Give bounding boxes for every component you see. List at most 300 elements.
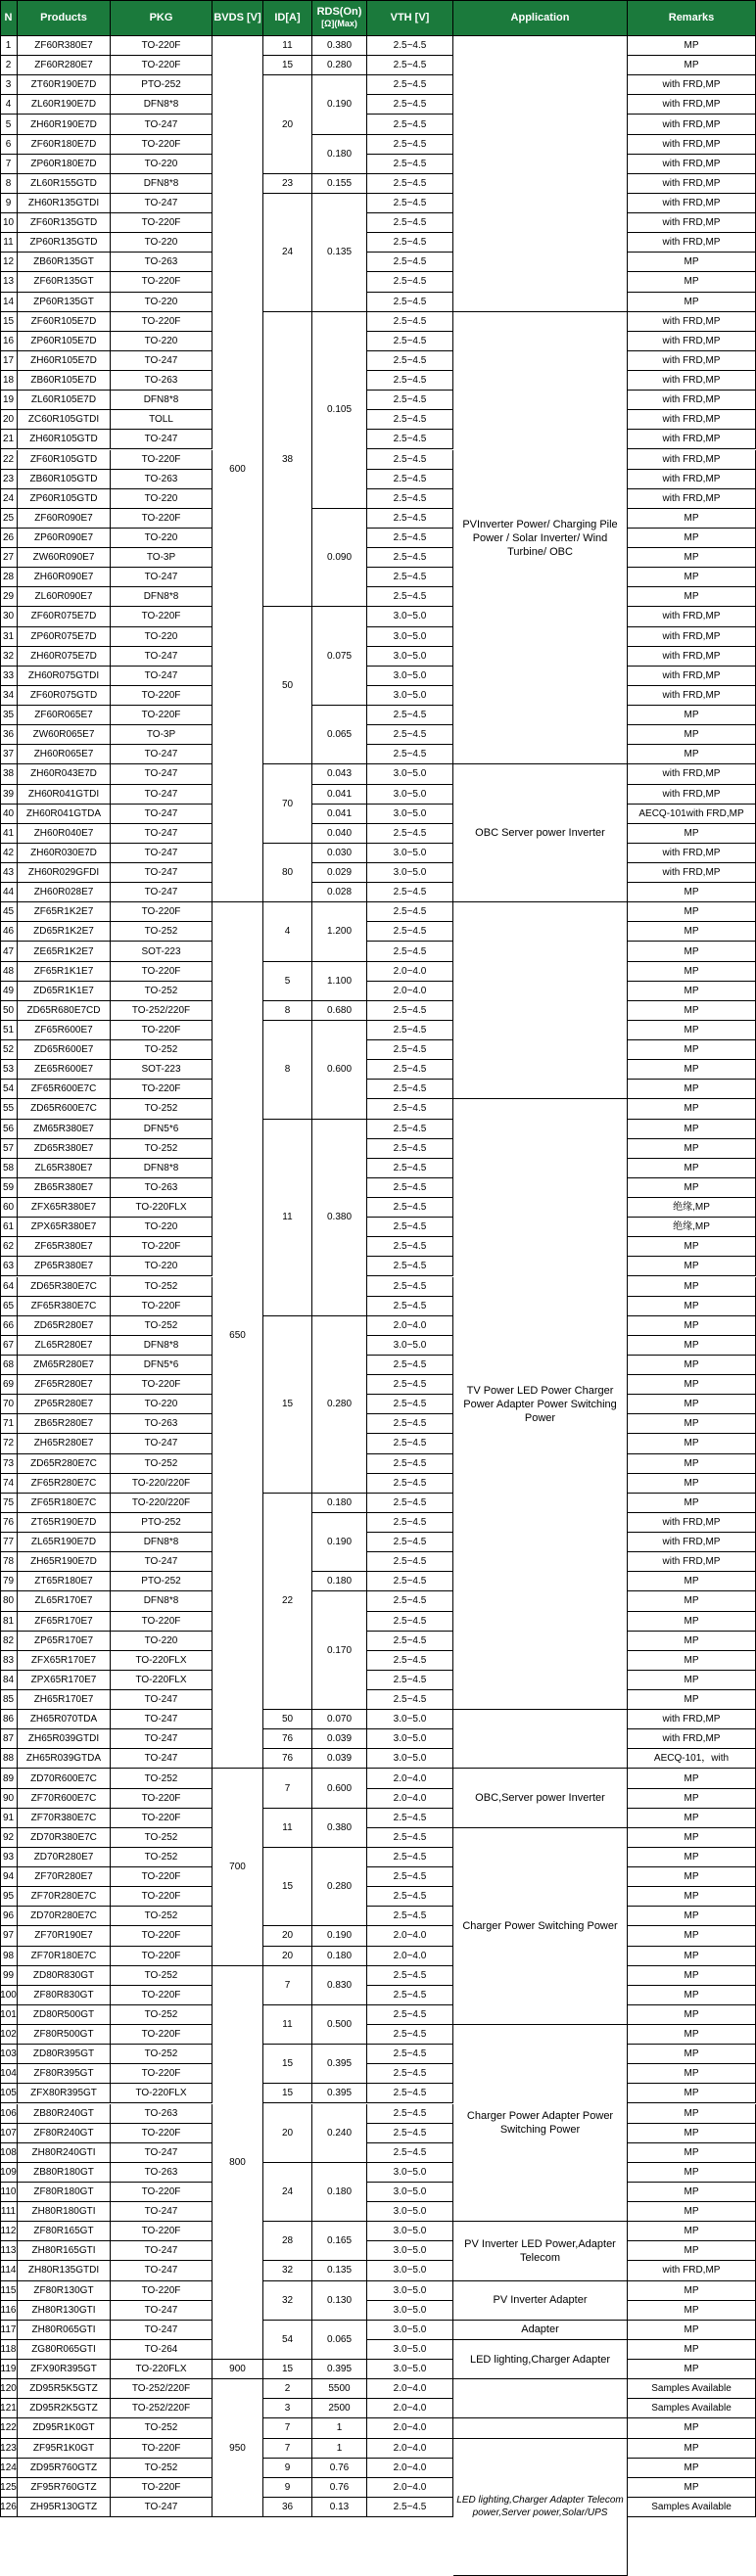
remark: MP [628, 2163, 756, 2183]
row-number: 24 [0, 489, 18, 509]
remark: with FRD,MP [628, 470, 756, 489]
product-name: ZB65R280E7 [18, 1414, 111, 1434]
package-type: TO-220 [111, 332, 213, 351]
product-name: ZP60R180E7D [18, 155, 111, 174]
package-type: TO-263 [111, 2104, 213, 2124]
product-name: ZF65R380E7C [18, 1297, 111, 1316]
row-number: 97 [0, 1926, 18, 1946]
bvds-value: 950 [213, 2379, 263, 2517]
product-name: ZF70R600E7C [18, 1789, 111, 1809]
vth-range: 2.5~4.5 [367, 272, 453, 292]
remark: MP [628, 2360, 756, 2379]
product-name: ZH80R135GTDI [18, 2261, 111, 2280]
id-value: 23 [263, 174, 312, 194]
remark: with FRD,MP [628, 1533, 756, 1552]
application-text: Charger Power Switching Power [453, 1828, 628, 2025]
product-name: ZF95R760GTZ [18, 2478, 111, 2498]
remark: MP [628, 1651, 756, 1671]
remark: with FRD,MP [628, 410, 756, 430]
product-name: ZH60R075E7D [18, 647, 111, 667]
remark: MP [628, 2241, 756, 2261]
vth-range: 2.5~4.5 [367, 1651, 453, 1671]
row-number: 39 [0, 785, 18, 805]
rds-value: 0.075 [312, 607, 367, 706]
remark: MP [628, 2124, 756, 2143]
row-number: 64 [0, 1277, 18, 1297]
row-number: 47 [0, 942, 18, 961]
product-name: ZFX65R170E7 [18, 1651, 111, 1671]
package-type: TO-220F [111, 2222, 213, 2241]
rds-value: 0.030 [312, 844, 367, 863]
row-number: 58 [0, 1159, 18, 1178]
vth-range: 2.5~4.5 [367, 1513, 453, 1533]
vth-range: 2.5~4.5 [367, 1986, 453, 2005]
row-number: 8 [0, 174, 18, 194]
product-name: ZF80R240GT [18, 2124, 111, 2143]
remark: MP [628, 36, 756, 56]
package-type: TO-252 [111, 1139, 213, 1159]
product-name: ZL60R105E7D [18, 391, 111, 410]
remark: MP [628, 962, 756, 982]
product-name: ZF80R180GT [18, 2183, 111, 2202]
remark: MP [628, 529, 756, 548]
package-type: TO-220 [111, 293, 213, 312]
remark: with FRD,MP [628, 351, 756, 371]
rds-value: 1.200 [312, 902, 367, 961]
product-name: ZD95R1K0GT [18, 2418, 111, 2438]
row-number: 23 [0, 470, 18, 489]
row-number: 67 [0, 1336, 18, 1356]
vth-range: 2.0~4.0 [367, 2379, 453, 2399]
package-type: DFN8*8 [111, 391, 213, 410]
package-type: TO-220F [111, 1867, 213, 1887]
product-name: ZL65R280E7 [18, 1336, 111, 1356]
remark: MP [628, 2104, 756, 2124]
remark: MP [628, 2143, 756, 2163]
vth-range: 3.0~5.0 [367, 2222, 453, 2241]
product-name: ZH80R165GTI [18, 2241, 111, 2261]
remark: MP [628, 1454, 756, 1474]
vth-range: 2.5~4.5 [367, 155, 453, 174]
package-type: TO-252/220F [111, 2399, 213, 2418]
vth-range: 2.5~4.5 [367, 568, 453, 587]
product-name: ZD65R1K2E7 [18, 922, 111, 942]
id-value: 76 [263, 1729, 312, 1749]
rds-value: 0.040 [312, 824, 367, 844]
header-application: Application [453, 0, 628, 36]
remark: MP [628, 902, 756, 922]
row-number: 53 [0, 1060, 18, 1080]
vth-range: 2.5~4.5 [367, 1591, 453, 1611]
remark: with FRD,MP [628, 1729, 756, 1749]
vth-range: 2.5~4.5 [367, 1612, 453, 1632]
bvds-value: 650 [213, 902, 263, 1769]
vth-range: 2.0~4.0 [367, 1926, 453, 1946]
package-type: TO-220F [111, 56, 213, 75]
row-number: 114 [0, 2261, 18, 2280]
vth-range: 2.0~4.0 [367, 1789, 453, 1809]
vth-range: 3.0~5.0 [367, 647, 453, 667]
remark: MP [628, 1966, 756, 1986]
row-number: 90 [0, 1789, 18, 1809]
vth-range: 3.0~5.0 [367, 785, 453, 805]
package-type: TO-220F [111, 2183, 213, 2202]
vth-range: 2.5~4.5 [367, 587, 453, 607]
row-number: 122 [0, 2418, 18, 2438]
id-value: 38 [263, 312, 312, 608]
vth-range: 3.0~5.0 [367, 2301, 453, 2321]
package-type: TO-220 [111, 1218, 213, 1237]
vth-range: 2.5~4.5 [367, 1060, 453, 1080]
vth-range: 2.5~4.5 [367, 745, 453, 764]
rds-value: 0.039 [312, 1749, 367, 1769]
remark: with FRD,MP [628, 312, 756, 332]
remark: MP [628, 1395, 756, 1414]
remark: MP [628, 2340, 756, 2360]
package-type: TO-247 [111, 785, 213, 805]
package-type: TO-263 [111, 470, 213, 489]
id-value: 15 [263, 2045, 312, 2084]
vth-range: 2.5~4.5 [367, 2005, 453, 2025]
product-name: ZF60R135GT [18, 272, 111, 292]
vth-range: 2.5~4.5 [367, 1001, 453, 1021]
product-name: ZF65R170E7 [18, 1612, 111, 1632]
remark: MP [628, 1040, 756, 1060]
package-type: TO-220F [111, 962, 213, 982]
remark: MP [628, 1021, 756, 1040]
rds-value: 0.280 [312, 1316, 367, 1494]
row-number: 111 [0, 2202, 18, 2222]
vth-range: 2.0~4.0 [367, 982, 453, 1001]
row-number: 110 [0, 2183, 18, 2202]
remark: with FRD,MP [628, 1710, 756, 1729]
remark: MP [628, 824, 756, 844]
row-number: 68 [0, 1356, 18, 1375]
remark: MP [628, 253, 756, 272]
application-text: OBC,Server power Inverter [453, 1769, 628, 1827]
row-number: 2 [0, 56, 18, 75]
rds-value: 1.100 [312, 962, 367, 1001]
rds-value: 0.76 [312, 2478, 367, 2498]
remark: MP [628, 1060, 756, 1080]
vth-range: 2.0~4.0 [367, 1769, 453, 1788]
id-value: 15 [263, 1316, 312, 1494]
row-number: 6 [0, 135, 18, 155]
row-number: 60 [0, 1198, 18, 1218]
vth-range: 2.5~4.5 [367, 1198, 453, 1218]
rds-value: 0.395 [312, 2360, 367, 2379]
row-number: 62 [0, 1237, 18, 1257]
rds-value: 0.180 [312, 1572, 367, 1591]
rds-value: 0.380 [312, 1120, 367, 1316]
remark: MP [628, 725, 756, 745]
header-vth: VTH [V] [367, 0, 453, 36]
product-name: ZH60R043E7D [18, 764, 111, 784]
product-name: ZD65R280E7 [18, 1316, 111, 1336]
bvds-value: 600 [213, 36, 263, 902]
remark: with FRD,MP [628, 450, 756, 470]
row-number: 108 [0, 2143, 18, 2163]
header-pkg: PKG [111, 0, 213, 36]
id-value: 22 [263, 1494, 312, 1710]
product-name: ZF70R280E7C [18, 1887, 111, 1907]
package-type: TO-252 [111, 1099, 213, 1119]
package-type: TO-220F [111, 1080, 213, 1099]
row-number: 83 [0, 1651, 18, 1671]
vth-range: 2.5~4.5 [367, 1120, 453, 1139]
package-type: TO-220F [111, 213, 213, 233]
package-type: TO-247 [111, 2498, 213, 2517]
package-type: TO-263 [111, 1178, 213, 1198]
vth-range: 2.5~4.5 [367, 1434, 453, 1453]
vth-range: 2.5~4.5 [367, 312, 453, 332]
row-number: 70 [0, 1395, 18, 1414]
remark: MP [628, 883, 756, 902]
product-name: ZL60R090E7 [18, 587, 111, 607]
vth-range: 2.5~4.5 [367, 2143, 453, 2163]
row-number: 77 [0, 1533, 18, 1552]
vth-range: 3.0~5.0 [367, 844, 453, 863]
vth-range: 3.0~5.0 [367, 686, 453, 706]
package-type: SOT-223 [111, 942, 213, 961]
package-type: TO-247 [111, 2143, 213, 2163]
vth-range: 2.5~4.5 [367, 1671, 453, 1690]
package-type: TO-220 [111, 529, 213, 548]
product-name: ZP65R280E7 [18, 1395, 111, 1414]
product-name: ZF60R380E7 [18, 36, 111, 56]
package-type: TO-220F [111, 1986, 213, 2005]
package-type: TO-220F [111, 2064, 213, 2084]
product-name: ZD65R1K1E7 [18, 982, 111, 1001]
row-number: 25 [0, 509, 18, 529]
product-name: ZF60R135GTD [18, 213, 111, 233]
row-number: 59 [0, 1178, 18, 1198]
product-name: ZP60R090E7 [18, 529, 111, 548]
remark: MP [628, 1474, 756, 1494]
package-type: TO-3P [111, 548, 213, 568]
row-number: 4 [0, 95, 18, 115]
package-type: PTO-252 [111, 1513, 213, 1533]
vth-range: 2.0~4.0 [367, 2478, 453, 2498]
row-number: 126 [0, 2498, 18, 2517]
vth-range: 3.0~5.0 [367, 2241, 453, 2261]
row-number: 78 [0, 1552, 18, 1572]
product-name: ZB80R180GT [18, 2163, 111, 2183]
package-type: TO-247 [111, 745, 213, 764]
product-name: ZH60R040E7 [18, 824, 111, 844]
row-number: 107 [0, 2124, 18, 2143]
package-type: TO-220FLX [111, 1651, 213, 1671]
remark: MP [628, 1789, 756, 1809]
remark: MP [628, 1572, 756, 1591]
row-number: 18 [0, 371, 18, 391]
vth-range: 2.0~4.0 [367, 962, 453, 982]
vth-range: 3.0~5.0 [367, 627, 453, 647]
package-type: TO-220F [111, 135, 213, 155]
product-name: ZB80R240GT [18, 2104, 111, 2124]
remark: MP [628, 1828, 756, 1848]
remark: with FRD,MP [628, 1552, 756, 1572]
product-name: ZPX65R380E7 [18, 1218, 111, 1237]
product-name: ZH65R190E7D [18, 1552, 111, 1572]
vth-range: 2.5~4.5 [367, 2104, 453, 2124]
product-name: ZD65R600E7C [18, 1099, 111, 1119]
remark: MP [628, 922, 756, 942]
rds-value: 1 [312, 2439, 367, 2459]
vth-range: 2.5~4.5 [367, 824, 453, 844]
rds-value: 0.165 [312, 2222, 367, 2261]
id-value: 8 [263, 1001, 312, 1021]
vth-range: 2.5~4.5 [367, 174, 453, 194]
product-name: ZF65R1K2E7 [18, 902, 111, 922]
remark: MP [628, 1986, 756, 2005]
remark: 绝缘,MP [628, 1198, 756, 1218]
product-name: ZH65R039GTDI [18, 1729, 111, 1749]
product-name: ZH60R028E7 [18, 883, 111, 902]
remark: MP [628, 1277, 756, 1297]
vth-range: 2.5~4.5 [367, 332, 453, 351]
rds-value: 0.135 [312, 194, 367, 312]
product-name: ZD95R760GTZ [18, 2459, 111, 2478]
row-number: 82 [0, 1632, 18, 1651]
remark: with FRD,MP [628, 627, 756, 647]
package-type: TO-247 [111, 1690, 213, 1710]
remark: MP [628, 1257, 756, 1276]
rds-value: 0.065 [312, 2321, 367, 2360]
rds-value: 0.395 [312, 2084, 367, 2103]
id-value: 11 [263, 36, 312, 56]
remark: MP [628, 1591, 756, 1611]
package-type: TO-247 [111, 2261, 213, 2280]
vth-range: 2.5~4.5 [367, 1159, 453, 1178]
application-text [453, 902, 628, 1099]
package-type: TO-220F [111, 1237, 213, 1257]
package-type: TO-247 [111, 2321, 213, 2340]
package-type: SOT-223 [111, 1060, 213, 1080]
row-number: 55 [0, 1099, 18, 1119]
row-number: 57 [0, 1139, 18, 1159]
package-type: TO-252 [111, 1907, 213, 1926]
product-name: ZH60R065E7 [18, 745, 111, 764]
remark: with FRD,MP [628, 135, 756, 155]
package-type: TO-252 [111, 1828, 213, 1848]
application-text: Charger Power Adapter Power Switching Power [453, 2025, 628, 2222]
product-name: ZH65R070TDA [18, 1710, 111, 1729]
remark: MP [628, 2478, 756, 2498]
row-number: 41 [0, 824, 18, 844]
vth-range: 2.5~4.5 [367, 922, 453, 942]
row-number: 75 [0, 1494, 18, 1513]
package-type: TO-220FLX [111, 1671, 213, 1690]
row-number: 19 [0, 391, 18, 410]
vth-range: 2.5~4.5 [367, 706, 453, 725]
product-name: ZF65R600E7C [18, 1080, 111, 1099]
package-type: TO-252 [111, 2045, 213, 2064]
product-name: ZF60R105GTD [18, 450, 111, 470]
product-name: ZH60R090E7 [18, 568, 111, 587]
package-type: TO-247 [111, 1552, 213, 1572]
vth-range: 2.5~4.5 [367, 1867, 453, 1887]
row-number: 113 [0, 2241, 18, 2261]
product-name: ZL60R190E7D [18, 95, 111, 115]
remark: with FRD,MP [628, 115, 756, 134]
id-value: 7 [263, 1769, 312, 1808]
vth-range: 2.5~4.5 [367, 883, 453, 902]
row-number: 81 [0, 1612, 18, 1632]
id-value: 9 [263, 2459, 312, 2478]
application-text: OBC Server power Inverter [453, 764, 628, 902]
package-type: TO-220F [111, 607, 213, 626]
product-name: ZF60R075GTD [18, 686, 111, 706]
product-name: ZH60R135GTDI [18, 194, 111, 213]
rds-value: 0.830 [312, 1966, 367, 2005]
package-type: TO-247 [111, 667, 213, 686]
id-value: 20 [263, 75, 312, 174]
package-type: TO-247 [111, 2241, 213, 2261]
package-type: TO-247 [111, 863, 213, 883]
remark: MP [628, 587, 756, 607]
row-number: 96 [0, 1907, 18, 1926]
product-name: ZF65R600E7 [18, 1021, 111, 1040]
rds-value: 0.041 [312, 805, 367, 824]
vth-range: 2.5~4.5 [367, 36, 453, 56]
product-name: ZP60R135GT [18, 293, 111, 312]
row-number: 123 [0, 2439, 18, 2459]
row-number: 87 [0, 1729, 18, 1749]
remark: MP [628, 1867, 756, 1887]
id-value: 36 [263, 2498, 312, 2517]
id-value: 32 [263, 2261, 312, 2280]
row-number: 52 [0, 1040, 18, 1060]
row-number: 94 [0, 1867, 18, 1887]
product-name: ZD65R380E7 [18, 1139, 111, 1159]
vth-range: 3.0~5.0 [367, 2183, 453, 2202]
rds-value: 0.13 [312, 2498, 367, 2517]
remark: MP [628, 982, 756, 1001]
product-name: ZD80R395GT [18, 2045, 111, 2064]
vth-range: 2.5~4.5 [367, 1552, 453, 1572]
vth-range: 3.0~5.0 [367, 2202, 453, 2222]
row-number: 63 [0, 1257, 18, 1276]
product-name: ZH60R041GTDI [18, 785, 111, 805]
product-name: ZL65R380E7 [18, 1159, 111, 1178]
header-rds [312, 0, 367, 36]
package-type: TO-220F [111, 902, 213, 922]
vth-range: 2.0~4.0 [367, 2418, 453, 2438]
vth-range: 2.5~4.5 [367, 253, 453, 272]
package-type: TO-220F [111, 312, 213, 332]
remark: with FRD,MP [628, 233, 756, 253]
row-number: 49 [0, 982, 18, 1001]
product-name: ZH60R041GTDA [18, 805, 111, 824]
vth-range: 2.5~4.5 [367, 410, 453, 430]
product-name: ZL60R155GTD [18, 174, 111, 194]
id-value: 9 [263, 2478, 312, 2498]
vth-range: 2.5~4.5 [367, 95, 453, 115]
remark: MP [628, 56, 756, 75]
rds-value: 0.180 [312, 135, 367, 174]
vth-range: 2.5~4.5 [367, 75, 453, 95]
package-type: TO-220F [111, 272, 213, 292]
package-type: DFN8*8 [111, 1159, 213, 1178]
row-number: 103 [0, 2045, 18, 2064]
package-type: TO-247 [111, 568, 213, 587]
row-number: 125 [0, 2478, 18, 2498]
vth-range: 2.5~4.5 [367, 2025, 453, 2045]
remark: MP [628, 1178, 756, 1198]
product-name: ZP60R075E7D [18, 627, 111, 647]
package-type: TO-3P [111, 725, 213, 745]
